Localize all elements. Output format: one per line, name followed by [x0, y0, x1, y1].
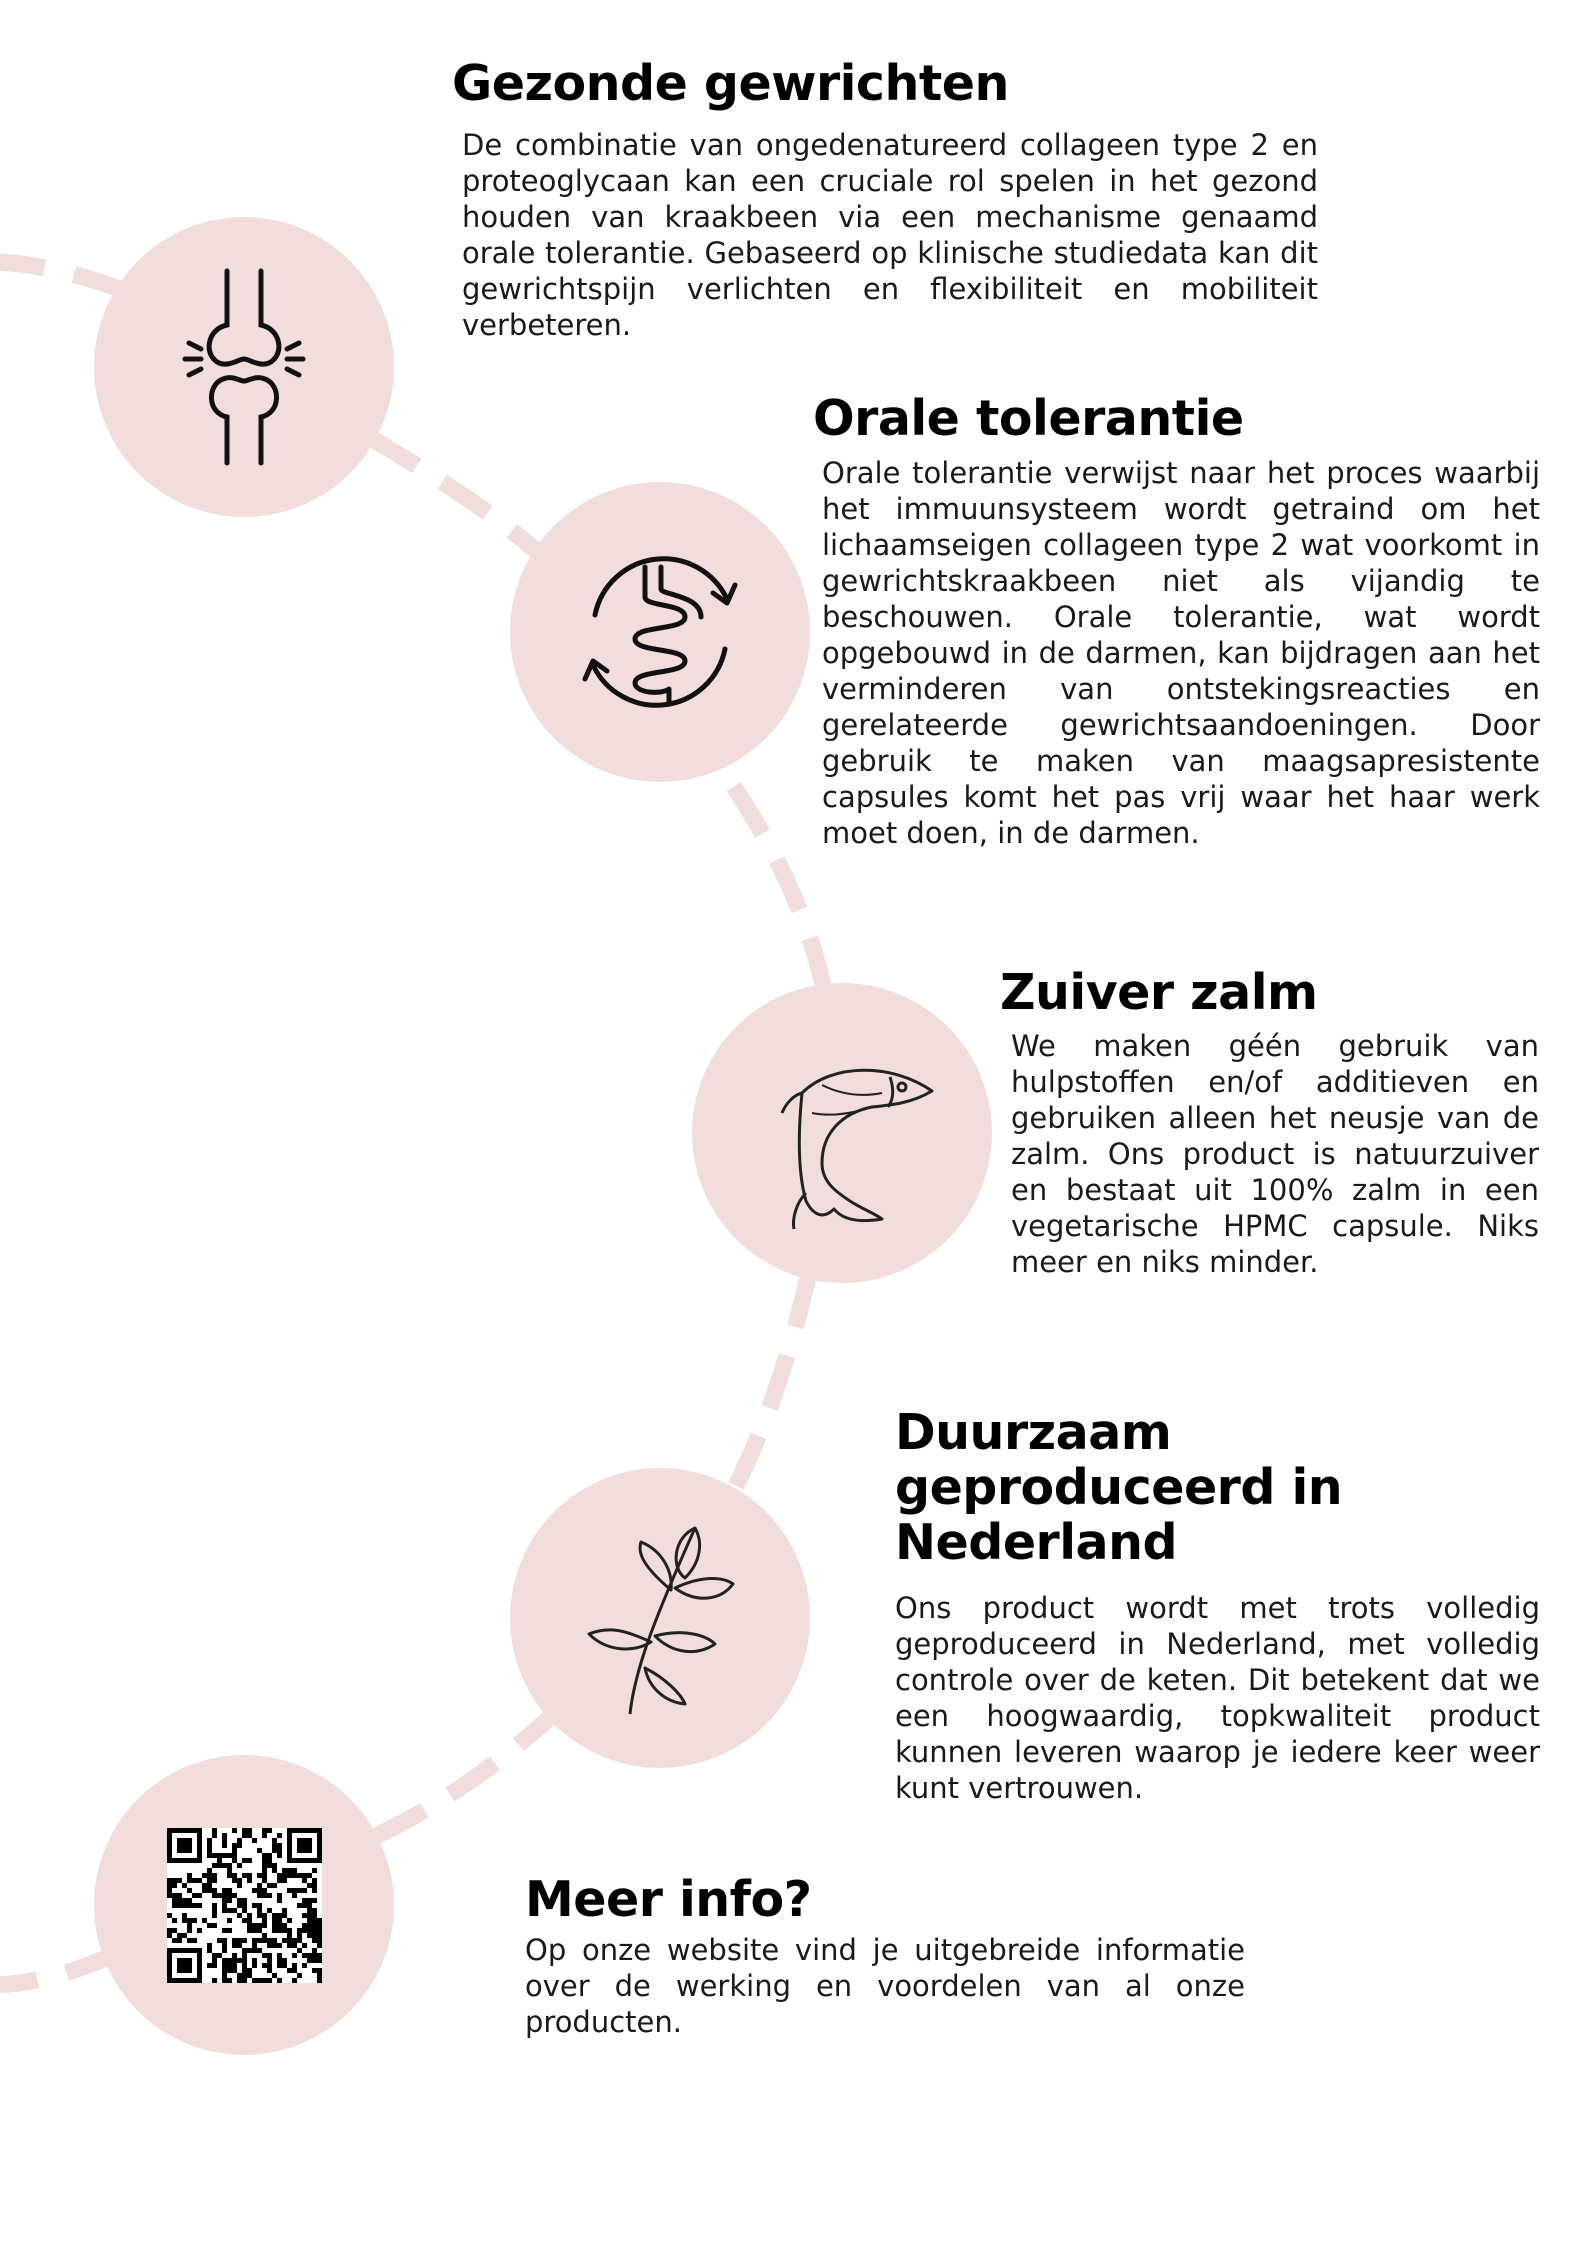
leaf-branch-icon — [585, 1518, 735, 1718]
section-title: Gezonde gewrichten — [452, 55, 1009, 112]
section-title: Zuiver zalm — [1000, 964, 1318, 1021]
section-text: We maken géén gebruik van hulpstoffen en/of additieven en gebruiken alleen het neusje van de zalm. Ons product is natuurzuiver en bestaat uit 100% zalm in een vegetarische HPMC capsule. Niks meer en niks minder. — [1011, 1029, 1539, 1279]
section-text: Ons product wordt met trots volledig geproduceerd in Nederland, met volledig controle over de keten. Dit betekent dat we een hoogwaardig, topkwaliteit product kunnen leveren waarop je iedere keer weer kunt vertrouwen. — [895, 1591, 1540, 1805]
joint-icon — [179, 267, 309, 467]
salmon-icon-circle — [692, 983, 992, 1283]
salmon-icon — [742, 1033, 942, 1233]
section-text: De combinatie van ongedenatureerd collageen type 2 en proteoglycaan kan een cruciale rol spelen in het gezond houden van kraakbeen via een mechanisme genaamd orale tolerantie. Gebaseerd op klinische studiedata kan dit gewrichtspijn verlichten en flexibiliteit en mobiliteit verbeteren. — [462, 128, 1318, 342]
section-text: Op onze website vind je uitgebreide informatie over de werking en voordelen van al onze producten. — [525, 1933, 1245, 2039]
section-title: Meer info? — [525, 1871, 812, 1928]
intestine-cycle-icon — [565, 537, 755, 727]
intestine-icon-circle — [510, 482, 810, 782]
section-text: Orale tolerantie verwijst naar het proces waarbij het immuunsysteem wordt getraind om het lichaamseigen collageen type 2 wat voorkomt in gewrichtskraakbeen niet als vijandig te beschouwen. Orale tolerantie, wat wordt opgebouwd in de darmen, kan bijdragen aan het verminderen van ontstekingsreacties en gerelateerde gewrichtsaandoeningen. Door gebruik te maken van maagsapresistente capsules komt het pas vrij waar het haar werk moet doen, in de darmen. — [822, 456, 1540, 850]
joint-icon-circle — [94, 217, 394, 517]
qr-code-icon — [167, 1828, 322, 1983]
leaf-icon-circle — [510, 1468, 810, 1768]
section-title: Orale tolerantie — [813, 390, 1244, 447]
section-title: Duurzaam geproduceerd in Nederland — [895, 1404, 1343, 1571]
qr-icon-circle — [94, 1755, 394, 2055]
